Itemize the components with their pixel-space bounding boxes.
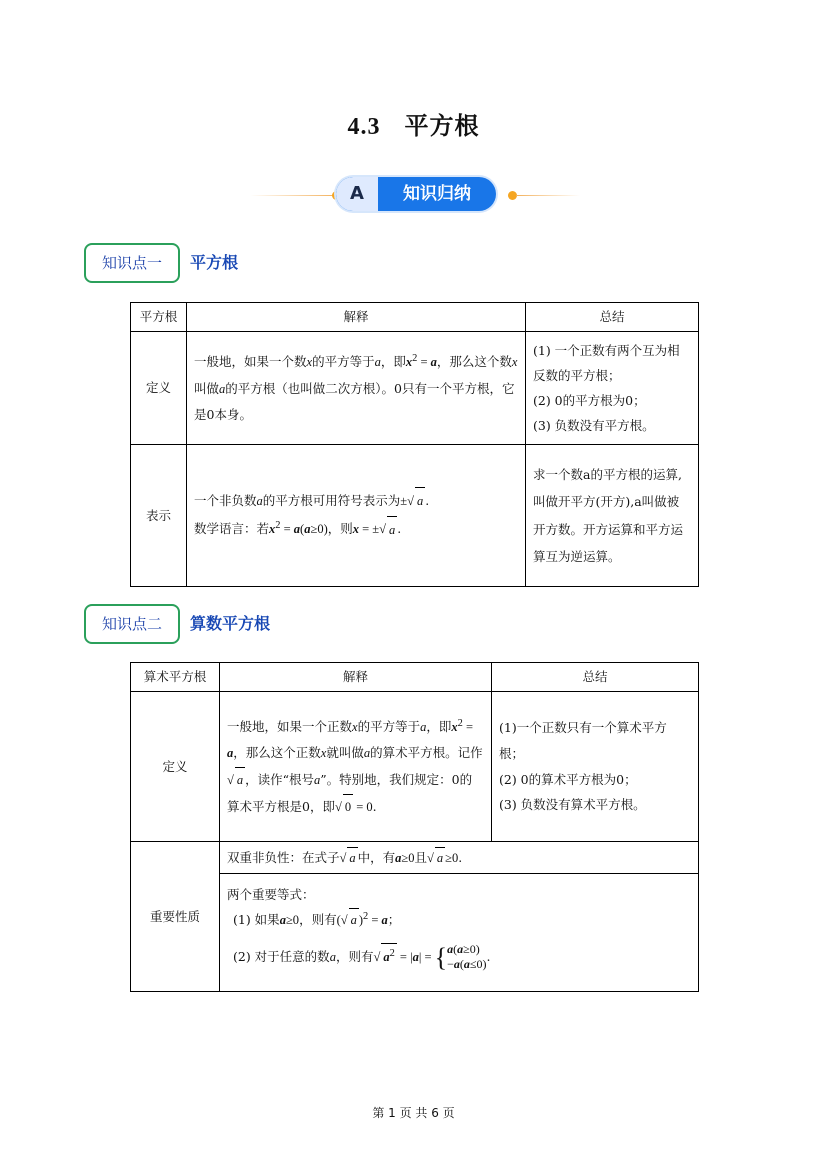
header-cell: 算术平方根 bbox=[131, 663, 220, 692]
summary-item: (3) 负数没有平方根。 bbox=[533, 418, 655, 433]
text: ，即 bbox=[380, 354, 406, 370]
table-row bbox=[131, 332, 699, 445]
text: 且 bbox=[414, 850, 428, 865]
header-cell: 总结 bbox=[526, 303, 699, 332]
text: 就叫做 bbox=[326, 745, 364, 761]
table-header-row bbox=[131, 663, 699, 692]
text: 叫做 bbox=[194, 380, 220, 396]
text: 的平方等于 bbox=[357, 718, 421, 734]
row-label: 定义 bbox=[131, 332, 187, 445]
definition-cell: 一般地，如果一个数x的平方等于a，即$x^2 = a$，那么这个数x叫做a的平方根（也叫做二次方根）。0只有一个平方根，它是0本身。 bbox=[187, 332, 526, 445]
text: ，那么这个数 bbox=[436, 354, 512, 370]
text: ，则有 bbox=[299, 911, 337, 927]
text: 一个非负数 bbox=[194, 492, 257, 508]
knowledge-point-1-heading bbox=[84, 243, 284, 283]
text: 的平方根（也叫做二次方根）。0只有一个平方根，它是0本身。 bbox=[194, 380, 515, 422]
table-row bbox=[131, 445, 699, 587]
nonnegativity-cell: 双重非负性：在式子√ a 中，有a≥0且√ a ≥0. bbox=[220, 842, 699, 874]
knowledge-point-tag: 知识点二 bbox=[84, 604, 180, 644]
text: 的平方等于 bbox=[312, 354, 375, 370]
header-cell: 解释 bbox=[187, 303, 526, 332]
text: ，读作“根号 bbox=[245, 772, 315, 788]
text: ”。特别地，我们规定：0的算术平方根是0，即 bbox=[227, 772, 473, 814]
header-cell: 总结 bbox=[492, 663, 699, 692]
summary-item: (3) 负数没有算术平方根。 bbox=[499, 797, 646, 813]
page-footer: 第 1 页 共 6 页 bbox=[372, 1106, 455, 1120]
text: 一般地，如果一个数 bbox=[194, 354, 307, 370]
table-row bbox=[131, 842, 699, 874]
text: ，即 bbox=[426, 718, 452, 734]
row-label: 重要性质 bbox=[131, 842, 220, 992]
summary-item: (2) 0的算术平方根为0； bbox=[499, 771, 637, 787]
knowledge-point-name: 平方根 bbox=[190, 253, 239, 272]
text: 的平方根可用符号表示为 bbox=[262, 492, 401, 508]
summary-cell bbox=[526, 332, 699, 445]
square-root-table bbox=[130, 302, 699, 587]
summary-item: (1)一个正数只有一个算术平方根； bbox=[499, 720, 667, 761]
row-label: 表示 bbox=[131, 445, 187, 587]
knowledge-point-2-heading bbox=[84, 604, 324, 644]
banner-letter: A bbox=[336, 177, 378, 211]
summary-item: (2) 0的平方根为0； bbox=[533, 393, 646, 408]
knowledge-point-name: 算数平方根 bbox=[190, 614, 271, 633]
summary-cell: 求一个数a的平方根的运算,叫做开平方(开方),a叫做被开方数。开方运算和平方运算互为逆运算。 bbox=[526, 445, 699, 587]
definition-cell: 一般地，如果一个正数x的平方等于a，即$x^2 = a$，那么这个正数x就叫做a的算术平方根。记作√ a ，读作“根号a”。特别地，我们规定：0的算术平方根是0，即√ 0 = 0. bbox=[220, 692, 492, 842]
text: ，那么这个正数 bbox=[233, 745, 321, 761]
text: ，则有 bbox=[335, 948, 374, 964]
page-title bbox=[0, 106, 827, 141]
knowledge-point-tag: 知识点一 bbox=[84, 243, 180, 283]
section-title: 平方根 bbox=[404, 111, 480, 140]
table-row bbox=[131, 692, 699, 842]
text: (1) 如果 bbox=[233, 911, 280, 927]
text: 中，有 bbox=[357, 850, 396, 865]
banner-line-right bbox=[516, 195, 580, 196]
notation-cell: 一个非负数a的平方根可用符号表示为±√ a . 数学语言：若$x^2 = a(a\ge 0)$，则x = ±√ a . bbox=[187, 445, 526, 587]
text: 双重非负性：在式子 bbox=[227, 850, 340, 865]
table-header-row bbox=[131, 303, 699, 332]
text: (2) 对于任意的数 bbox=[233, 948, 330, 964]
section-banner bbox=[250, 175, 580, 215]
text: 的算术平方根。记作 bbox=[370, 745, 483, 761]
text: ，则 bbox=[327, 521, 353, 537]
text: 数学语言：若 bbox=[194, 521, 270, 537]
arithmetic-square-root-table bbox=[130, 662, 699, 992]
header-cell: 平方根 bbox=[131, 303, 187, 332]
header-cell: 解释 bbox=[220, 663, 492, 692]
banner-line-left bbox=[250, 195, 336, 196]
banner-label: 知识归纳 bbox=[403, 184, 471, 204]
banner-pill bbox=[336, 177, 496, 211]
summary-item: (1) 一个正数有两个互为相反数的平方根； bbox=[533, 343, 680, 383]
section-number: 4.3 bbox=[347, 114, 381, 140]
row-label: 定义 bbox=[131, 692, 220, 842]
summary-cell bbox=[492, 692, 699, 842]
identities-cell: 两个重要等式： (1) 如果a≥0，则有(√ a )$^2$ = a； (2) 对于任意的数a，则有√ $a^2 = |a| = \{a(a\ge 0)$ −a(a≤0). bbox=[220, 874, 699, 992]
text: 一般地，如果一个正数 bbox=[227, 718, 353, 734]
text: 两个重要等式： bbox=[227, 886, 315, 902]
